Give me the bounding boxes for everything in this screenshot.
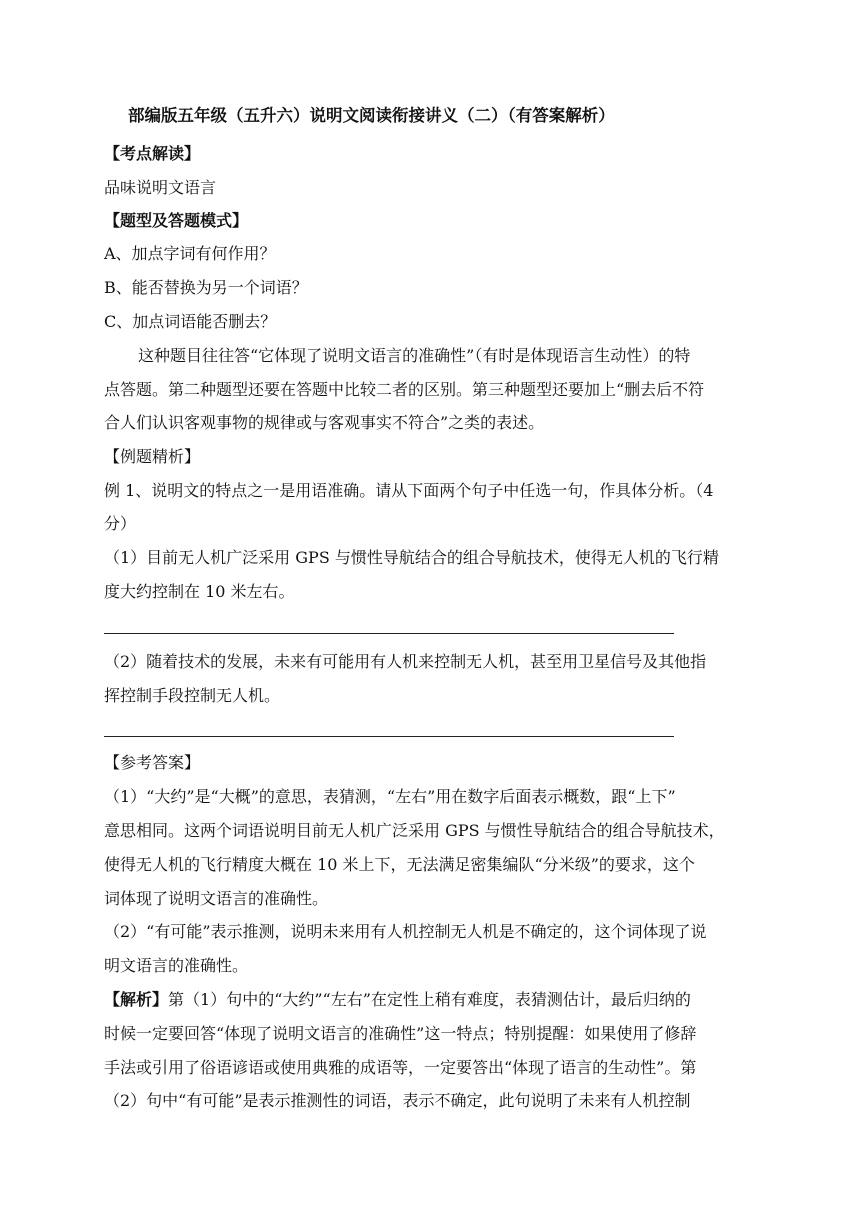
question-1-line-1: （1）目前无人机广泛采用 GPS 与惯性导航结合的组合导航技术，使得无人机的飞行精 [104,548,719,567]
analysis-line-2: 时候一定要回答“体现了说明文语言的准确性”这一特点；特别提醒：如果使用了修辞 [104,1024,697,1043]
analysis-text-1: 第（1）句中的“大约”“左右”在定性上稍有难度，表猜测估计，最后归纳的 [168,990,691,1009]
document-title: 部编版五年级（五升六）说明文阅读衔接讲义（二）（有答案解析） [128,106,615,125]
example-line-2: 分） [104,514,137,533]
answer-blank-line-1 [104,633,674,634]
analysis-label: 【解析】 [104,990,169,1009]
tixing-item-b: B、能否替换为另一个词语？ [104,278,308,297]
question-1-line-2: 度大约控制在 10 米左右。 [104,582,295,601]
section-heading-kaodian: 【考点解读】 [104,144,201,163]
section-heading-answer: 【参考答案】 [104,753,201,772]
explain-paragraph-line-1: 这种题目往往答“它体现了说明文语言的准确性”（有时是体现语言生动性）的特 [138,346,691,365]
explain-paragraph-line-2: 点答题。第二种题型还要在答题中比较二者的区别。第三种题型还要加上“删去后不符 [104,380,705,399]
answer-blank-line-2 [104,736,674,737]
analysis-line-1 [104,990,760,1010]
answer-2-line-1: （2）“有可能”表示推测，说明未来用有人机控制无人机是不确定的，这个词体现了说 [104,922,707,941]
question-2-line-2: 挥控制手段控制无人机。 [104,686,281,705]
analysis-line-3: 手法或引用了俗语谚语或使用典雅的成语等，一定要答出“体现了语言的生动性”。第 [104,1058,697,1077]
tixing-item-a: A、加点字词有何作用？ [104,244,276,263]
answer-2-line-2: 明文语言的准确性。 [104,956,249,975]
answer-1-line-4: 词体现了说明文语言的准确性。 [104,889,329,908]
answer-1-line-1: （1）“大约”是“大概”的意思，表猜测，“左右”用在数字后面表示概数，跟“上下” [104,787,676,806]
section-heading-tixing: 【题型及答题模式】 [104,211,249,230]
answer-1-line-2: 意思相同。这两个词语说明目前无人机广泛采用 GPS 与惯性导航结合的组合导航技术， [104,821,725,840]
explain-paragraph-line-3: 合人们认识客观事物的规律或与客观事实不符合”之类的表述。 [104,413,545,432]
analysis-line-4: （2）句中“有可能”是表示推测性的词语，表示不确定，此句说明了未来有人机控制 [104,1091,691,1110]
example-line-1: 例 1、说明文的特点之一是用语准确。请从下面两个句子中任选一句，作具体分析。（4 [104,481,714,500]
section-heading-liti: 【例题精析】 [104,447,201,466]
kaodian-text: 品味说明文语言 [104,178,217,197]
question-2-line-1: （2）随着技术的发展，未来有可能用有人机来控制无人机，甚至用卫星信号及其他指 [104,652,707,671]
tixing-item-c: C、加点词语能否删去？ [104,312,277,331]
answer-1-line-3: 使得无人机的飞行精度大概在 10 米上下，无法满足密集编队“分米级”的要求，这个 [104,855,695,874]
